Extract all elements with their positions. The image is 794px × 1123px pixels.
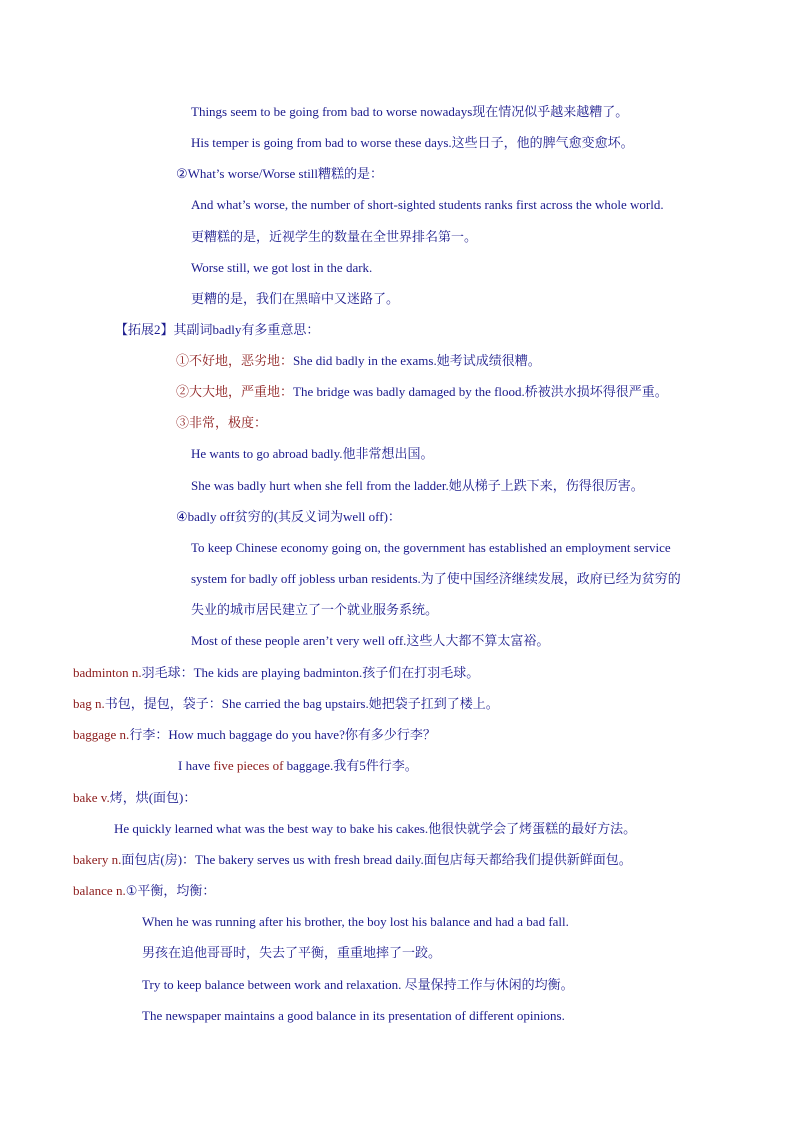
entry-bag (73, 695, 499, 713)
example-sentence: Things seem to be going from bad to worse nowadays现在情况似乎越来越糟了。 (191, 104, 629, 119)
example-translation: 男孩在追他哥哥时，失去了平衡，重重地摔了一跤。 (142, 945, 442, 960)
sense-label: ③非常，极度： (176, 415, 268, 430)
entry-bakery (73, 851, 632, 869)
definition: 羽毛球：The kids are playing badminton.孩子们在打羽毛球。 (141, 665, 480, 680)
headword: bakery n. (73, 852, 122, 867)
headword: balance n. (73, 883, 126, 898)
example-sentence: system for badly off jobless urban residents.为了使中国经济继续发展，政府已经为贫穷的 (191, 571, 681, 586)
highlight-phrase: five pieces of (213, 758, 284, 773)
sense-line (176, 383, 668, 401)
entry-badminton (73, 664, 479, 682)
example-sentence: To keep Chinese economy going on, the government has established an employment service (191, 540, 671, 555)
headword: bag n. (73, 696, 105, 711)
entry-bake (73, 789, 196, 807)
example-sentence: When he was running after his brother, the boy lost his balance and had a bad fall. (142, 914, 569, 929)
sense-heading: ②What’s worse/Worse still糟糕的是： (176, 166, 384, 181)
definition: 书包，提包，袋子：She carried the bag upstairs.她把袋子扛到了楼上。 (104, 696, 499, 711)
example-sentence: His temper is going from bad to worse these days.这些日子，他的脾气愈变愈坏。 (191, 135, 634, 150)
text-part: baggage.我有5件行李。 (283, 758, 418, 773)
sense-heading: ④badly off贫穷的(其反义词为well off)： (176, 509, 401, 524)
sense-label: ①不好地，恶劣地： (176, 353, 294, 368)
example-sentence: He quickly learned what was the best way to bake his cakes.他很快就学会了烤蛋糕的最好方法。 (114, 821, 637, 836)
example-sentence: She did badly in the exams.她考试成绩很糟。 (293, 353, 541, 368)
sense-label: ②大大地，严重地： (176, 384, 294, 399)
example-translation: 失业的城市居民建立了一个就业服务系统。 (191, 602, 439, 617)
example-sentence: She was badly hurt when she fell from the ladder.她从梯子上跌下来，伤得很厉害。 (191, 478, 644, 493)
definition: ①平衡，均衡： (125, 883, 216, 898)
example-sentence: He wants to go abroad badly.他非常想出国。 (191, 446, 434, 461)
example-sentence: Most of these people aren’t very well off.这些人大都不算太富裕。 (191, 633, 550, 648)
definition: 烤，烘(面包)： (109, 790, 197, 805)
example-sentence: The bridge was badly damaged by the flood.桥被洪水损坏得很严重。 (293, 384, 668, 399)
definition: 行李：How much baggage do you have?你有多少行李？ (129, 727, 436, 742)
example-translation: 更糟的是，我们在黑暗中又迷路了。 (191, 291, 400, 306)
example-sentence: Try to keep balance between work and relaxation. 尽量保持工作与休闲的均衡。 (142, 977, 574, 992)
example-translation: 更糟糕的是，近视学生的数量在全世界排名第一。 (191, 229, 478, 244)
headword: badminton n. (73, 665, 142, 680)
extension-heading: 【拓展2】其副词badly有多重意思： (115, 322, 320, 337)
sense-line (176, 352, 541, 370)
entry-baggage (73, 726, 436, 744)
example-sentence (178, 757, 418, 775)
example-sentence: Worse still, we got lost in the dark. (191, 260, 373, 275)
definition: 面包店(房)：The bakery serves us with fresh bread daily.面包店每天都给我们提供新鲜面包。 (121, 852, 632, 867)
example-sentence: The newspaper maintains a good balance in its presentation of different opinions. (142, 1008, 565, 1023)
entry-balance (73, 882, 215, 900)
headword: baggage n. (73, 727, 130, 742)
example-sentence: And what’s worse, the number of short-sighted students ranks first across the whole world. (191, 197, 664, 212)
headword: bake v. (73, 790, 110, 805)
text-part: I have (178, 758, 214, 773)
